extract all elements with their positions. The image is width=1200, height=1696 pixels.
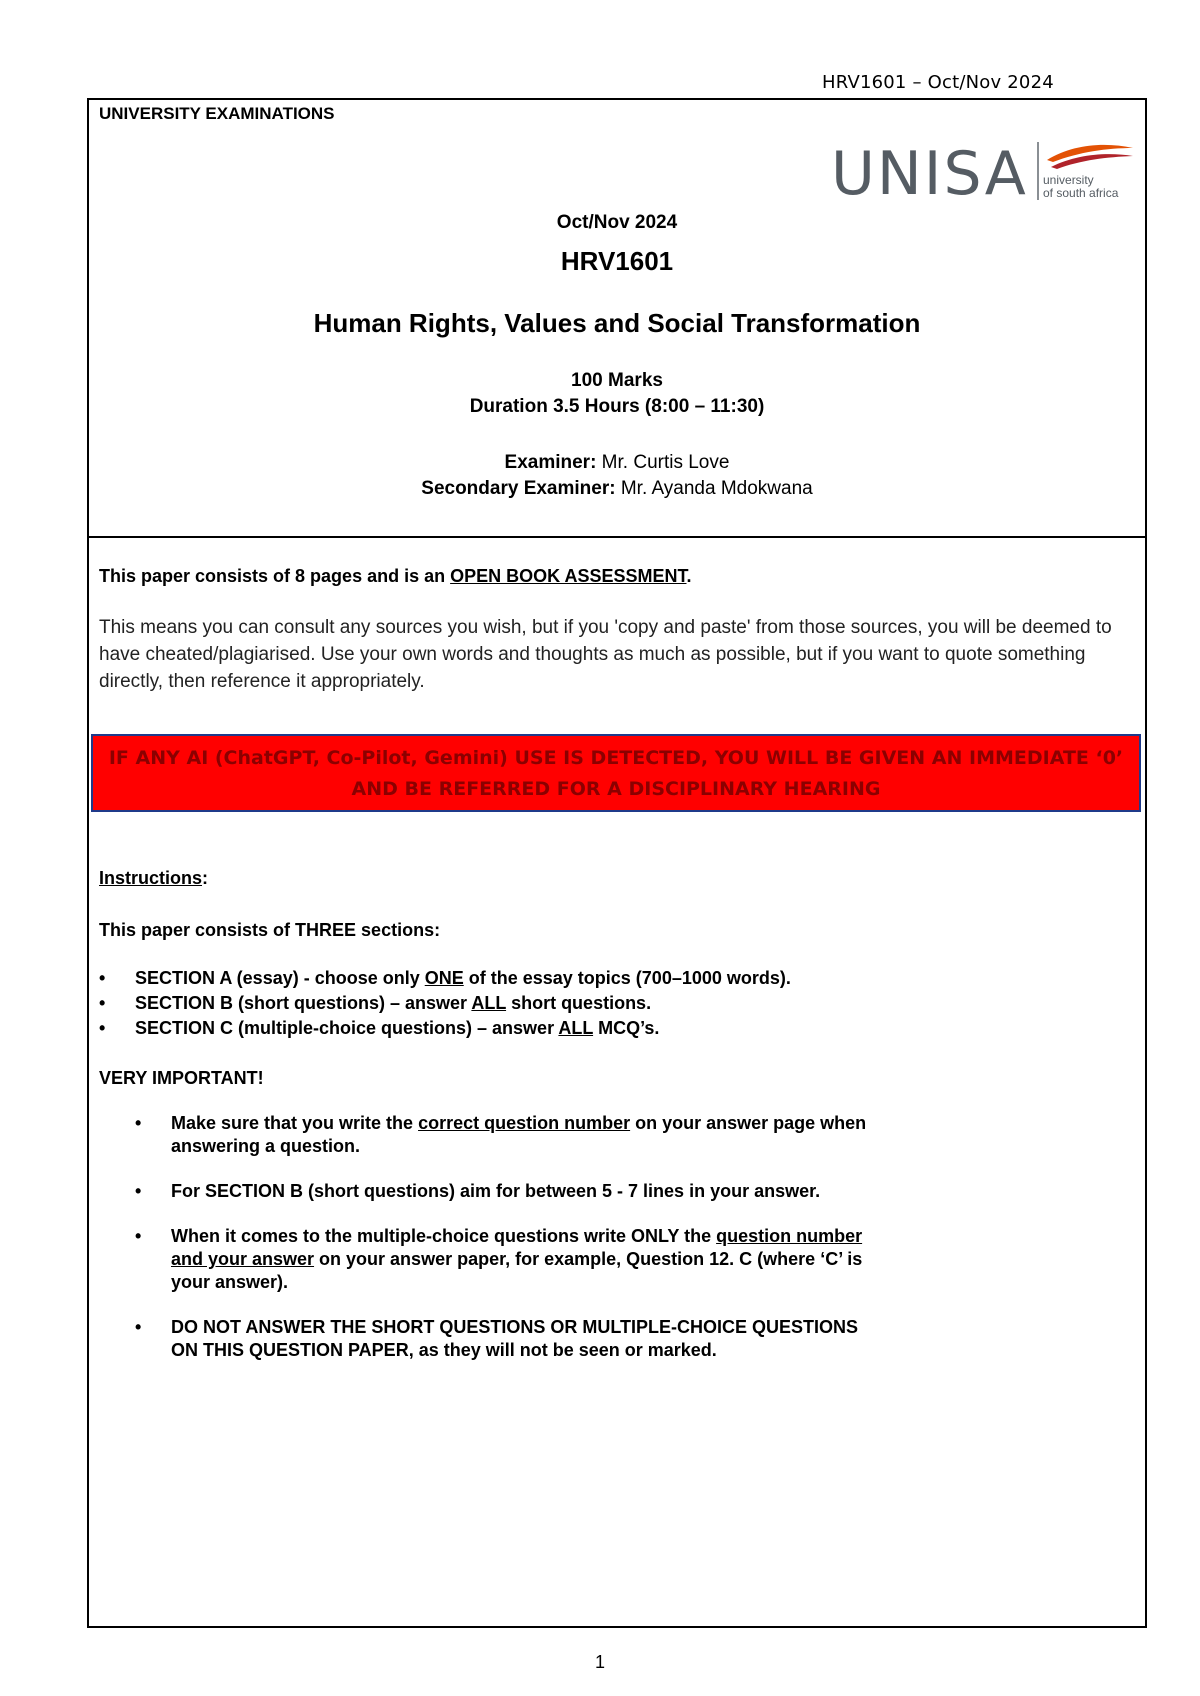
section-b-emphasis: ALL [471,993,507,1013]
list-item [135,1225,875,1294]
bullet-icon: • [135,1226,142,1246]
running-header: HRV1601 – Oct/Nov 2024 [822,72,1054,93]
section-c-emphasis: ALL [558,1018,594,1038]
module-title: Human Rights, Values and Social Transformation [313,308,921,338]
exam-cover-frame [87,98,1147,1628]
section-c-text: SECTION C (multiple-choice questions) – answer [135,1018,559,1038]
sections-intro: This paper consists of THREE sections: [99,920,441,940]
note3-emphasis: question number and your answer [171,1226,863,1269]
bullet-icon: • [99,993,106,1013]
important-notes-list [135,1112,875,1384]
module-code: HRV1601 [560,246,674,276]
secondary-examiner-name: Mr. Ayanda Mdokwana [615,478,813,499]
very-important-heading: VERY IMPORTANT! [99,1068,264,1088]
list-item [135,1112,875,1158]
secondary-examiner-label: Secondary Examiner: [421,478,616,499]
cover-section [89,100,1145,538]
section-c-text-end: MCQ’s. [593,1018,660,1038]
university-examinations-label: UNIVERSITY EXAMINATIONS [99,104,335,123]
section-a-text: SECTION A (essay) - choose only [135,968,425,988]
open-book-label: OPEN BOOK ASSESSMENT [450,566,687,586]
logo-subtitle-line2: of south africa [1043,186,1119,200]
bullet-icon: • [135,1113,142,1133]
examiner-name: Mr. Curtis Love [596,452,730,473]
note2-text: For SECTION B (short questions) aim for between 5 - 7 lines in your answer. [171,1181,821,1201]
secondary-examiner-line [89,478,1145,500]
examiner-line [89,452,1145,474]
section-a-text-end: of the essay topics (700–1000 words). [463,968,791,988]
note1-text-end: on your answer page when answering a question. [171,1113,867,1156]
logo-divider [1037,142,1039,200]
logo-wordmark: UNISA [831,139,1028,209]
exam-date: Oct/Nov 2024 [556,212,678,233]
list-item [99,1016,791,1041]
ai-warning-line1: IF ANY AI (ChatGPT, Co-Pilot, Gemini) USE IS DETECTED, YOU WILL BE GIVEN AN IMMEDIATE ‘0’ [108,747,1124,769]
list-item [99,966,791,991]
examiner-label: Examiner: [504,452,597,473]
paper-info [99,566,692,587]
sections-list [99,966,791,1041]
open-book-explanation: This means you can consult any sources you wish, but if you 'copy and paste' from those sources, you will be deemed to have cheated/plagiarised. Use your own words and thoughts as much as possible, but if you want to quote something directly, then reference it appropriately. [99,617,1112,692]
total-marks: 100 Marks [571,370,663,391]
ai-warning-line2: AND BE REFERRED FOR A DISCIPLINARY HEARING [351,778,881,800]
paper-info-text: This paper consists of 8 pages and is an [99,566,451,586]
list-item [99,991,791,1016]
page-number: 1 [594,1652,605,1672]
bullet-icon: • [135,1181,142,1201]
section-a-emphasis: ONE [424,968,464,988]
bullet-icon: • [99,1018,106,1038]
note3-text-end: on your answer paper, for example, Question 12. C (where ‘C’ is your answer). [171,1249,863,1292]
note1-emphasis: correct question number [418,1113,631,1133]
bullet-icon: • [99,968,106,988]
unisa-logo [831,139,1137,209]
list-item [135,1180,875,1203]
note3-text: When it comes to the multiple-choice questions write ONLY the [171,1226,717,1246]
list-item [135,1316,875,1362]
note4-text: DO NOT ANSWER THE SHORT QUESTIONS OR MULTIPLE-CHOICE QUESTIONS ON THIS QUESTION PAPER, as they will not be seen or marked. [171,1317,859,1360]
section-b-text-end: short questions. [506,993,652,1013]
logo-subtitle [1043,174,1118,200]
instructions-heading [99,868,208,889]
instructions-colon: : [202,868,209,888]
paper-info-period: . [686,566,692,586]
section-b-text: SECTION B (short questions) – answer [135,993,472,1013]
ai-warning-banner [91,734,1141,812]
bullet-icon: • [135,1317,142,1337]
note1-text: Make sure that you write the [171,1113,419,1133]
instructions-label: Instructions [99,868,203,888]
logo-subtitle-line1: university [1043,173,1094,187]
logo-swoosh-icon [1043,140,1135,174]
exam-duration: Duration 3.5 Hours (8:00 – 11:30) [469,396,765,417]
